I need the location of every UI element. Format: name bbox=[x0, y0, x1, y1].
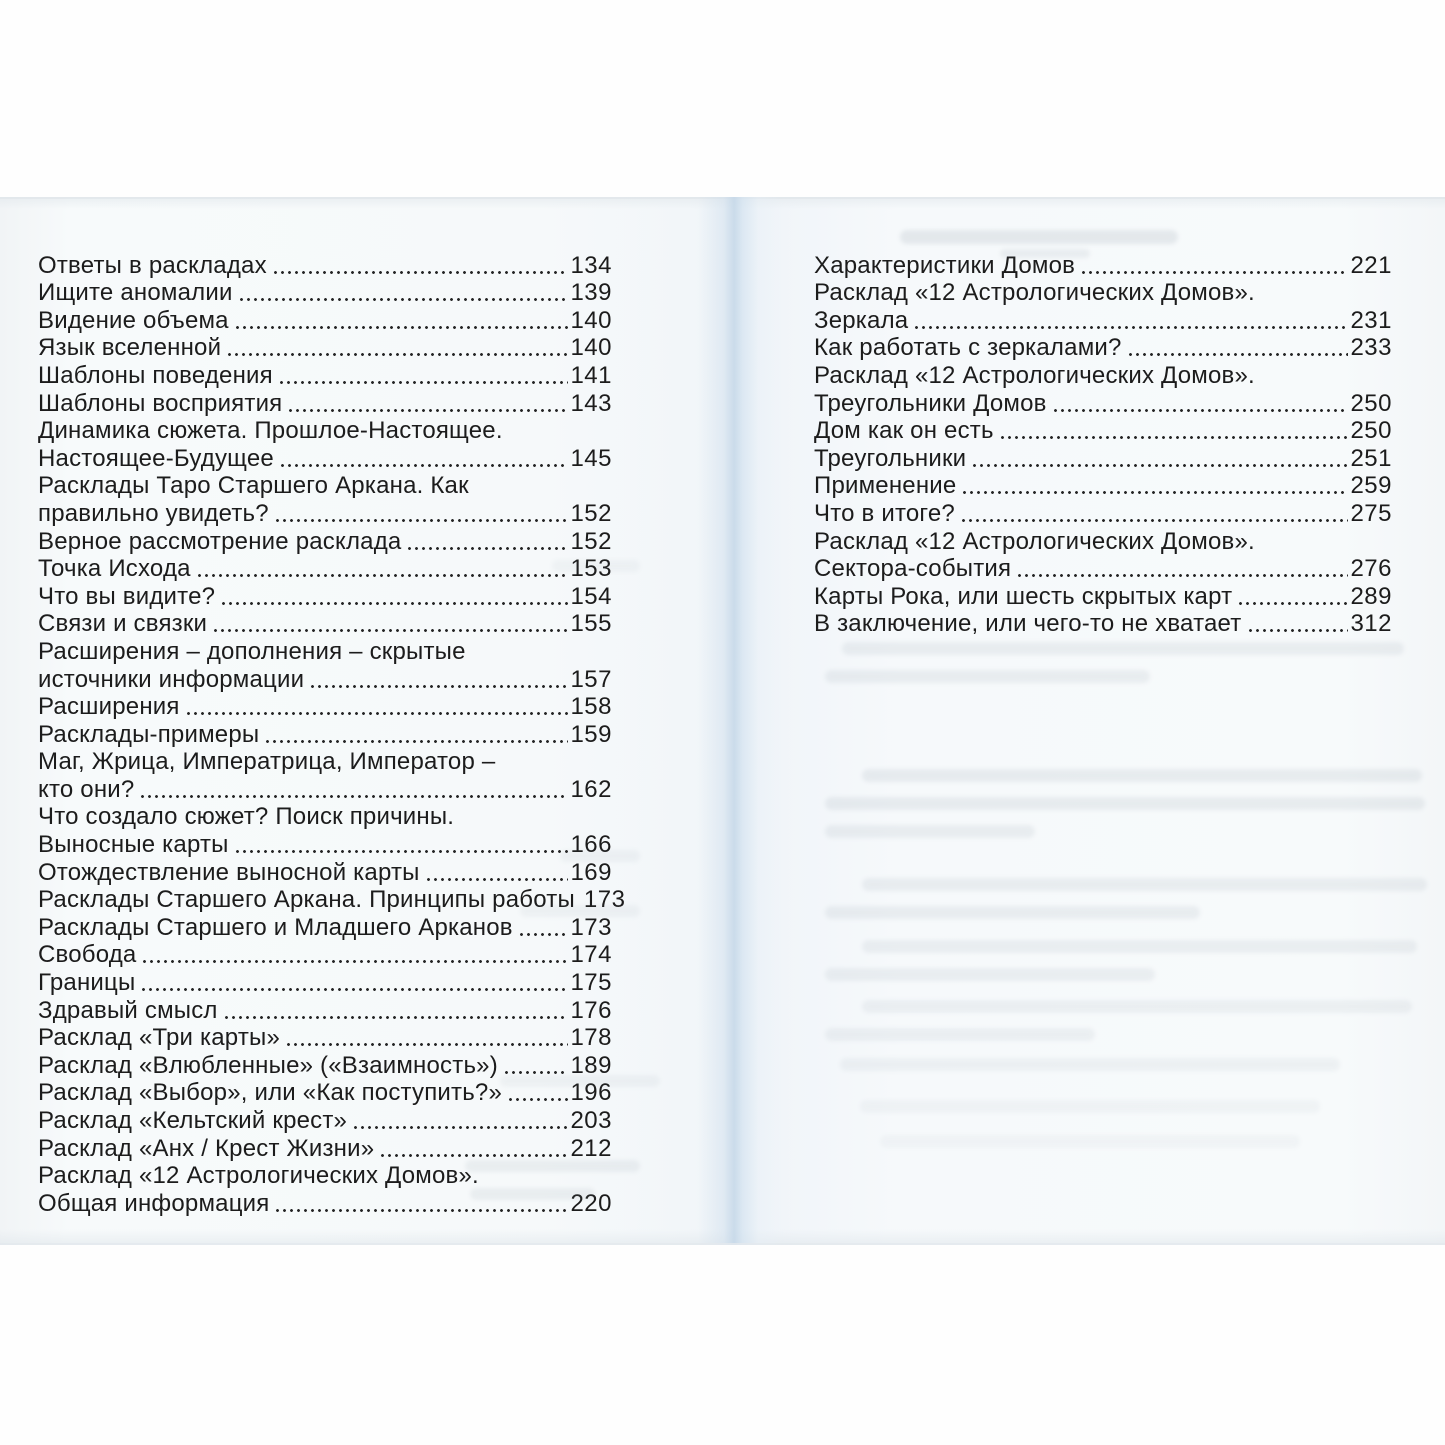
toc-entry bbox=[814, 555, 1392, 583]
toc-entry-page-number: 289 bbox=[1350, 582, 1392, 610]
toc-entry-page-number: 154 bbox=[570, 582, 612, 610]
toc-entry-title: Точка Исхода bbox=[38, 555, 191, 583]
toc-entry-title: Дом как он есть bbox=[814, 417, 994, 445]
toc-entry bbox=[38, 1134, 612, 1162]
toc-entry-title: Расклад «12 Астрологических Домов». bbox=[38, 1162, 479, 1190]
toc-entry-title: Общая информация bbox=[38, 1189, 270, 1217]
toc-left-column bbox=[38, 251, 626, 1217]
toc-entry bbox=[38, 417, 612, 445]
toc-entry-title: Язык вселенной bbox=[38, 334, 222, 362]
toc-entry-page-number: 196 bbox=[570, 1079, 612, 1107]
toc-entry-page-number: 134 bbox=[570, 251, 612, 279]
toc-entry bbox=[38, 693, 612, 721]
toc-entry-page-number: 251 bbox=[1350, 444, 1392, 472]
toc-entry bbox=[38, 472, 612, 500]
toc-entry bbox=[814, 582, 1392, 610]
dot-leader bbox=[276, 519, 569, 522]
toc-entry-page-number: 178 bbox=[570, 1024, 612, 1052]
toc-entry-title: Применение bbox=[814, 472, 957, 500]
toc-entry-title: Как работать с зеркалами? bbox=[814, 334, 1122, 362]
toc-entry bbox=[814, 417, 1392, 445]
toc-entry-title: Что создало сюжет? Поиск причины. bbox=[38, 803, 455, 831]
toc-entry bbox=[38, 775, 612, 803]
toc-entry-title: Расклады-примеры bbox=[38, 720, 260, 748]
toc-entry-title: Связи и связки bbox=[38, 610, 208, 638]
dot-leader bbox=[214, 629, 568, 632]
dot-leader bbox=[1018, 574, 1348, 577]
toc-entry bbox=[814, 251, 1392, 279]
toc-entry-page-number: 220 bbox=[570, 1189, 612, 1217]
toc-right-column bbox=[814, 251, 1392, 637]
toc-entry-page-number: 250 bbox=[1350, 389, 1392, 417]
toc-entry-page-number: 176 bbox=[570, 996, 612, 1024]
toc-entry-title: Расклад «Анх / Крест Жизни» bbox=[38, 1134, 375, 1162]
dot-leader bbox=[1082, 271, 1348, 274]
toc-entry-title: Расклад «12 Астрологических Домов». bbox=[814, 527, 1255, 555]
toc-entry bbox=[38, 334, 612, 362]
toc-entry-page-number: 250 bbox=[1350, 417, 1392, 445]
toc-entry-title: Треугольники bbox=[814, 444, 967, 472]
toc-entry bbox=[814, 610, 1392, 638]
dot-leader bbox=[1001, 436, 1349, 439]
toc-entry-page-number: 174 bbox=[570, 941, 612, 969]
dot-leader bbox=[289, 409, 568, 412]
toc-entry-page-number: 169 bbox=[570, 858, 612, 886]
toc-entry-title: Расклады Старшего Аркана. Принципы работы bbox=[38, 886, 575, 914]
toc-entry-page-number: 203 bbox=[570, 1107, 612, 1134]
toc-entry bbox=[38, 1079, 612, 1107]
toc-entry-title: Видение объема bbox=[38, 306, 229, 334]
toc-entry bbox=[814, 334, 1392, 362]
toc-entry bbox=[38, 886, 626, 914]
toc-entry-page-number: 158 bbox=[570, 693, 612, 721]
toc-entry-title: Расклад «Три карты» bbox=[38, 1024, 281, 1052]
toc-entry-title: Границы bbox=[38, 969, 136, 997]
toc-entry-page-number: 139 bbox=[570, 279, 612, 307]
dot-leader bbox=[240, 298, 569, 301]
toc-entry bbox=[814, 527, 1392, 555]
toc-entry bbox=[38, 803, 612, 831]
toc-entry bbox=[814, 361, 1392, 389]
dot-leader bbox=[963, 491, 1348, 494]
toc-entry-title: Отождествление выносной карты bbox=[38, 858, 420, 886]
dot-leader bbox=[187, 712, 569, 715]
dot-leader bbox=[225, 1016, 569, 1019]
dot-leader bbox=[276, 1209, 568, 1212]
dot-leader bbox=[915, 326, 1348, 329]
toc-entry-page-number: 145 bbox=[570, 444, 612, 472]
dot-leader bbox=[1249, 629, 1349, 632]
dot-leader bbox=[427, 878, 569, 881]
toc-entry-page-number: 212 bbox=[570, 1134, 612, 1162]
toc-entry bbox=[38, 389, 612, 417]
dot-leader bbox=[222, 602, 568, 605]
toc-entry-title: Что в итоге? bbox=[814, 499, 955, 527]
toc-entry-title: Настоящее-Будущее bbox=[38, 444, 274, 472]
dot-leader bbox=[142, 988, 568, 991]
toc-entry bbox=[814, 306, 1392, 334]
toc-entry bbox=[814, 389, 1392, 417]
toc-entry-title: Ищите аномалии bbox=[38, 279, 233, 307]
toc-entry-title: правильно увидеть? bbox=[38, 499, 269, 527]
toc-entry-title: В заключение, или чего-то не хватает bbox=[814, 610, 1242, 638]
toc-entry-page-number: 173 bbox=[570, 913, 612, 941]
toc-entry bbox=[38, 858, 612, 886]
dot-leader bbox=[408, 547, 568, 550]
toc-entry bbox=[38, 1189, 612, 1217]
toc-entry bbox=[38, 582, 612, 610]
toc-entry bbox=[38, 665, 612, 693]
dot-leader bbox=[509, 1098, 568, 1101]
toc-entry-title: Расширения bbox=[38, 693, 180, 721]
toc-entry-title: Карты Рока, или шесть скрытых карт bbox=[814, 582, 1233, 610]
toc-entry bbox=[38, 610, 612, 638]
toc-entry-title: Расклады Старшего и Младшего Арканов bbox=[38, 913, 513, 941]
toc-entry-page-number: 175 bbox=[570, 969, 612, 997]
dot-leader bbox=[266, 740, 568, 743]
dot-leader bbox=[962, 519, 1349, 522]
toc-entry-page-number: 141 bbox=[570, 361, 612, 389]
toc-entry bbox=[38, 499, 612, 527]
toc-entry bbox=[814, 499, 1392, 527]
toc-entry bbox=[38, 996, 612, 1024]
toc-entry-page-number: 233 bbox=[1350, 334, 1392, 362]
dot-leader bbox=[143, 960, 568, 963]
dot-leader bbox=[354, 1126, 568, 1129]
toc-entry-title: источники информации bbox=[38, 665, 305, 693]
toc-entry-title: Сектора-события bbox=[814, 555, 1012, 583]
toc-entry bbox=[38, 555, 612, 583]
toc-entry-title: Свобода bbox=[38, 941, 137, 969]
toc-entry bbox=[38, 1024, 612, 1052]
toc-entry-title: Расклад «Выбор», или «Как поступить?» bbox=[38, 1079, 503, 1107]
dot-leader bbox=[973, 464, 1348, 467]
toc-entry-page-number: 152 bbox=[570, 499, 612, 527]
toc-entry-title: Верное рассмотрение расклада bbox=[38, 527, 402, 555]
toc-entry-page-number: 173 bbox=[583, 886, 626, 914]
toc-entry-page-number: 155 bbox=[570, 610, 612, 638]
toc-entry-title: Расклад «Влюбленные» («Взаимность») bbox=[38, 1051, 498, 1079]
toc-entry bbox=[38, 306, 612, 334]
dot-leader bbox=[1239, 602, 1348, 605]
dot-leader bbox=[236, 326, 569, 329]
toc-entry-page-number: 259 bbox=[1350, 472, 1392, 500]
toc-entry bbox=[38, 968, 612, 996]
toc-entry bbox=[38, 251, 612, 279]
toc-entry-page-number: 189 bbox=[570, 1051, 612, 1079]
toc-entry bbox=[38, 748, 612, 776]
toc-entry-title: Расклады Таро Старшего Аркана. Как bbox=[38, 472, 469, 500]
toc-entry-page-number: 275 bbox=[1350, 499, 1392, 527]
toc-entry bbox=[38, 1162, 612, 1190]
toc-entry bbox=[38, 444, 612, 472]
toc-entry-page-number: 159 bbox=[570, 720, 612, 748]
toc-entry bbox=[814, 444, 1392, 472]
toc-entry bbox=[38, 361, 612, 389]
open-book-spread bbox=[0, 197, 1445, 1245]
toc-entry-page-number: 221 bbox=[1350, 251, 1392, 279]
toc-entry-title: Ответы в раскладах bbox=[38, 251, 267, 279]
toc-entry bbox=[814, 472, 1392, 500]
toc-entry bbox=[814, 279, 1392, 307]
dot-leader bbox=[198, 574, 569, 577]
toc-entry-title: Расклад «12 Астрологических Домов». bbox=[814, 279, 1255, 307]
dot-leader bbox=[228, 353, 568, 356]
toc-entry-page-number: 166 bbox=[570, 831, 612, 859]
toc-entry-title: Зеркала bbox=[814, 306, 909, 334]
dot-leader bbox=[281, 464, 569, 467]
toc-entry-title: Выносные карты bbox=[38, 831, 229, 859]
toc-entry-page-number: 152 bbox=[570, 527, 612, 555]
toc-entry-title: Расширения – дополнения – скрытые bbox=[38, 637, 466, 665]
toc-entry-title: Треугольники Домов bbox=[814, 389, 1047, 417]
dot-leader bbox=[141, 795, 568, 798]
toc-entry bbox=[38, 913, 612, 941]
toc-entry bbox=[38, 941, 612, 969]
toc-entry-page-number: 157 bbox=[570, 665, 612, 693]
toc-entry-title: Маг, Жрица, Императрица, Император – bbox=[38, 748, 496, 776]
toc-entry-page-number: 276 bbox=[1350, 555, 1392, 583]
toc-entry-page-number: 140 bbox=[570, 306, 612, 334]
toc-entry-page-number: 312 bbox=[1350, 610, 1392, 638]
toc-entry-page-number: 140 bbox=[570, 334, 612, 362]
toc-entry bbox=[38, 279, 612, 307]
toc-entry-page-number: 231 bbox=[1350, 306, 1392, 334]
toc-entry-page-number: 153 bbox=[570, 555, 612, 583]
dot-leader bbox=[520, 933, 569, 936]
toc-entry-page-number: 143 bbox=[570, 389, 612, 417]
dot-leader bbox=[287, 1043, 568, 1046]
toc-entry bbox=[38, 527, 612, 555]
toc-entry bbox=[38, 830, 612, 858]
toc-entry-title: Динамика сюжета. Прошлое-Настоящее. bbox=[38, 417, 503, 445]
toc-entry bbox=[38, 637, 612, 665]
dot-leader bbox=[280, 381, 569, 384]
toc-entry-title: Расклад «12 Астрологических Домов». bbox=[814, 361, 1255, 389]
dot-leader bbox=[274, 271, 569, 274]
toc-entry-title: Шаблоны поведения bbox=[38, 361, 273, 389]
dot-leader bbox=[311, 685, 568, 688]
toc-entry-title: Характеристики Домов bbox=[814, 251, 1076, 279]
dot-leader bbox=[381, 1154, 568, 1157]
toc-entry-title: Шаблоны восприятия bbox=[38, 389, 283, 417]
toc-entry bbox=[38, 720, 612, 748]
dot-leader bbox=[505, 1071, 569, 1074]
toc-entry bbox=[38, 1051, 612, 1079]
dot-leader bbox=[1129, 353, 1349, 356]
dot-leader bbox=[1054, 409, 1349, 412]
toc-entry-page-number: 162 bbox=[570, 775, 612, 803]
toc-entry-title: Здравый смысл bbox=[38, 996, 218, 1024]
toc-entry bbox=[38, 1106, 612, 1134]
toc-entry-title: кто они? bbox=[38, 775, 135, 803]
toc-entry-title: Что вы видите? bbox=[38, 582, 216, 610]
dot-leader bbox=[236, 850, 569, 853]
toc-entry-title: Расклад «Кельтский крест» bbox=[38, 1107, 348, 1134]
